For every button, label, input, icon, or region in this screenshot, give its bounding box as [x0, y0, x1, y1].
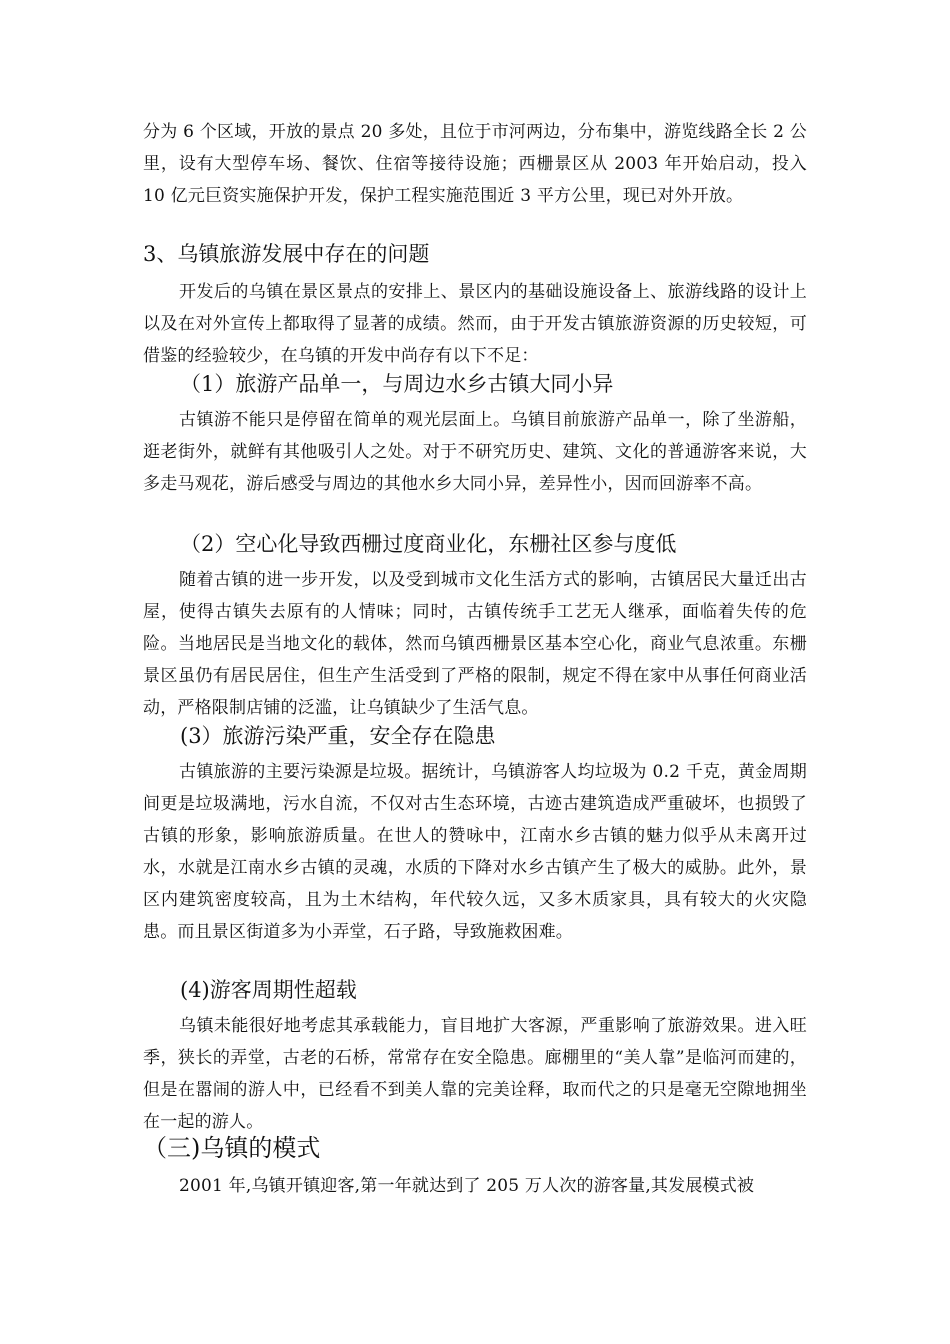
hollowing-paragraph: 随着古镇的进一步开发，以及受到城市文化生活方式的影响，古镇居民大量迁出古屋，使得古镇失去原有的人情味；同时，古镇传统手工艺无人继承，面临着失传的危险。当地居民是当地文化的载体，然而乌镇西栅景区基本空心化，商业气息浓重。东栅景区虽仍有居民居住，但生产生活受到了严格的限制，规定不得在家中从事任何商业活动，严格限制店铺的泛滥，让乌镇缺少了生活气息。 — [143, 570, 807, 718]
subheading-pollution: (3）旅游污染严重，安全存在隐患 — [180, 724, 496, 748]
section-heading-model: （三)乌镇的模式 — [143, 1134, 321, 1162]
overload-paragraph: 乌镇未能很好地考虑其承载能力，盲目地扩大客源，严重影响了旅游效果。进入旺季，狭长的弄堂，古老的石桥，常常存在安全隐患。廊棚里的“美人靠”是临河而建的，但是在嚣闹的游人中，已经看不到美人靠的完美诠释，取而代之的只是毫无空隙地拥坐在一起的游人。 — [143, 1016, 807, 1132]
problems-intro-paragraph: 开发后的乌镇在景区景点的安排上、景区内的基础设施设备上、旅游线路的设计上以及在对外宣传上都取得了显著的成绩。然而，由于开发古镇旅游资源的历史较短，可借鉴的经验较少，在乌镇的开发中尚存有以下不足： — [143, 282, 807, 366]
section-heading-problems: 3、乌镇旅游发展中存在的问题 — [143, 242, 430, 266]
product-single-paragraph: 古镇游不能只是停留在简单的观光层面上。乌镇目前旅游产品单一，除了坐游船，逛老街外，就鲜有其他吸引人之处。对于不研究历史、建筑、文化的普通游客来说，大多走马观花，游后感受与周边的其他水乡大同小异，差异性小，因而回游率不高。 — [143, 410, 807, 494]
model-paragraph: 2001 年,乌镇开镇迎客,第一年就达到了 205 万人次的游客量,其发展模式被 — [179, 1176, 755, 1196]
intro-paragraph: 分为 6 个区域，开放的景点 20 多处，且位于市河两边，分布集中，游览线路全长 2 公里，设有大型停车场、餐饮、住宿等接待设施；西栅景区从 2003 年开始启动，投入 10 亿元巨资实施保护开发，保护工程实施范围近 3 平方公里，现已对外开放。 — [143, 122, 807, 206]
pollution-paragraph: 古镇旅游的主要污染源是垃圾。据统计，乌镇游客人均垃圾为 0.2 千克，黄金周期间更是垃圾满地，污水自流，不仅对古生态环境，古迹古建筑造成严重破坏，也损毁了古镇的形象，影响旅游质量。在世人的赞咏中，江南水乡古镇的魅力似乎从未离开过水，水就是江南水乡古镇的灵魂，水质的下降对水乡古镇产生了极大的威胁。此外，景区内建筑密度较高，且为土木结构，年代较久远，又多木质家具，具有较大的火灾隐患。而且景区街道多为小弄堂，石子路，导致施救困难。 — [143, 762, 807, 942]
subheading-product-single: （1）旅游产品单一，与周边水乡古镇大同小异 — [180, 372, 614, 396]
subheading-hollowing: （2）空心化导致西栅过度商业化，东栅社区参与度低 — [180, 532, 677, 556]
subheading-overload: (4)游客周期性超载 — [180, 978, 357, 1002]
